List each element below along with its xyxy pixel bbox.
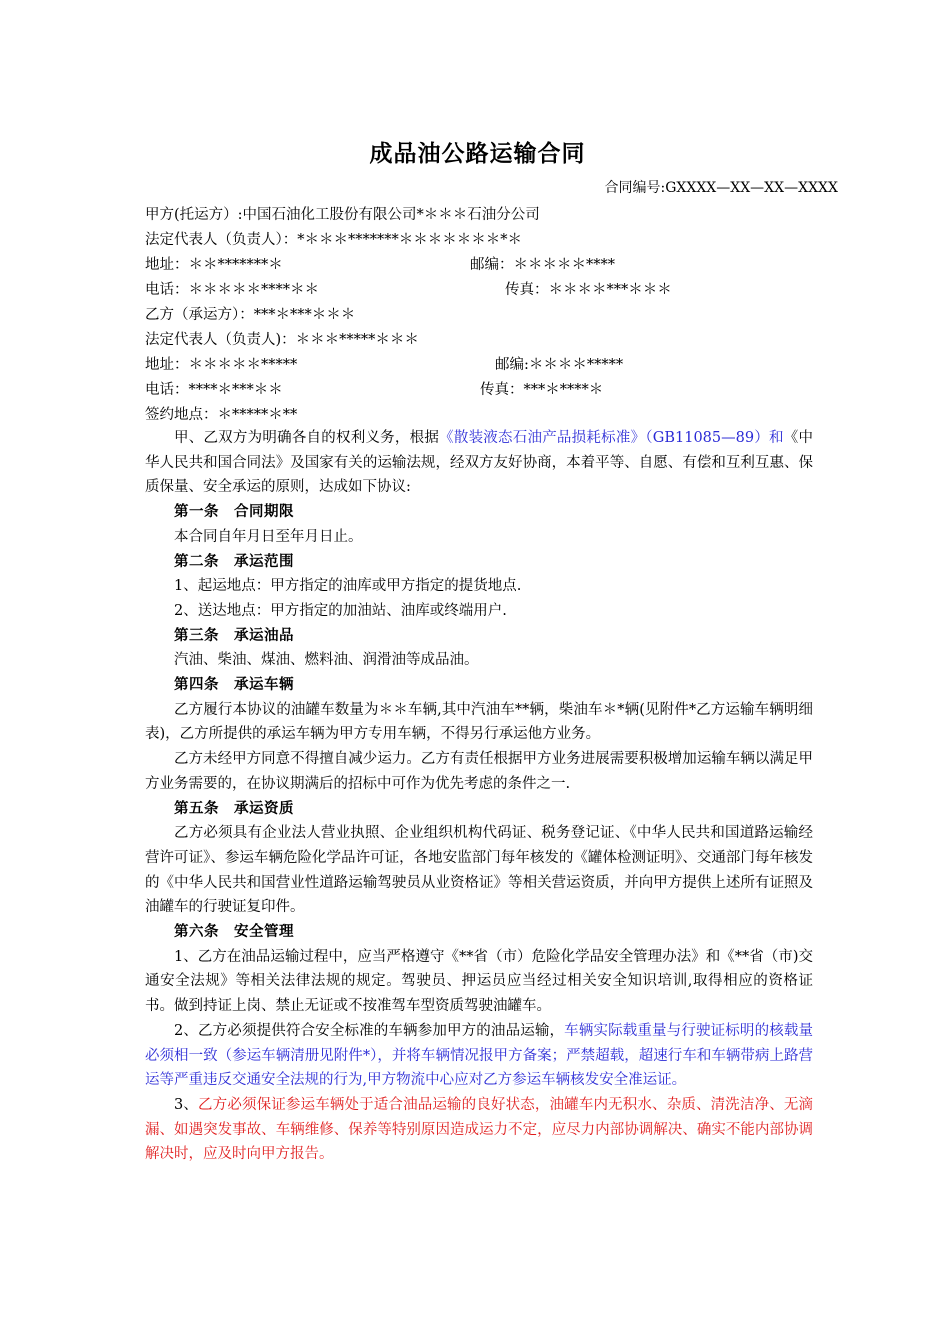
article-4-paragraph-1: 乙方履行本协议的油罐车数量为＊＊车辆,其中汽油车**辆，柴油车＊*辆(见附件*乙方运输车辆明细表)，乙方所提供的承运车辆为甲方专用车辆，不得另行承运他方业务。 — [145, 701, 813, 743]
intro-paragraph — [145, 426, 813, 500]
party-b-representative: 法定代表人（负责人)：＊＊＊*****＊＊＊ — [145, 332, 419, 348]
document-title: 成品油公路运输合同 — [369, 141, 586, 167]
article-2-item-2: 2、送达地点：甲方指定的加油站、油库或终端用户. — [174, 602, 507, 619]
article-6-title: 第六条 安全管理 — [174, 924, 294, 941]
contract-number: 合同编号:GXXXX—XX—XX—XXXX — [604, 180, 838, 196]
article-6-item-2 — [145, 1019, 813, 1093]
article-2-item-1: 1、起运地点：甲方指定的油库或甲方指定的提货地点. — [174, 578, 522, 595]
party-a-phone: 电话：＊＊＊＊＊****＊＊ — [145, 282, 319, 298]
article-5-title: 第五条 承运资质 — [174, 800, 294, 817]
intro-text-2: 《中华人民共和国合同法》及国家有关的运输法规，经双方友好协商，本着平等、自愿、有偿和互利互惠、保质保量、安全承运的原则，达成如下协议: — [145, 430, 814, 496]
article-3-text: 汽油、柴油、煤油、燃料油、润滑油等成品油。 — [174, 652, 479, 669]
party-a-address: 地址：＊＊*******＊ — [145, 257, 283, 273]
party-a-phone-row — [145, 278, 810, 299]
party-b-phone-row — [145, 378, 810, 399]
article-1-text: 本合同自年月日至年月日止。 — [174, 528, 363, 545]
article-6-item-1: 1、乙方在油品运输过程中，应当严格遵守《**省（市）危险化学品安全管理办法》和《**省（市)交通安全法规》等相关法律法规的规定。驾驶员、押运员应当经过相关安全知识培训,取得相应的资格证书。做到持证上岗、禁止无证或不按准驾车型资质驾驶油罐车。 — [145, 948, 813, 1015]
party-a-address-row — [145, 253, 810, 274]
party-b-address-row — [145, 353, 810, 374]
sign-place: 签约地点：＊*****＊** — [145, 407, 298, 423]
article-1-title: 第一条 合同期限 — [174, 504, 294, 521]
article-6-item-2-highlight: 车辆实际载重量与行驶证标明的核载量必须相一致（参运车辆清册见附件*），并将车辆情况报甲方备案；严禁超载，超速行车和车辆带病上路营运等严重违反交通安全法规的行为,甲方物流中心应对乙方参运车辆核发安全准运证。 — [145, 1022, 814, 1089]
article-5-text: 乙方必须具有企业法人营业执照、企业组织机构代码证、税务登记证、《中华人民共和国道路运输经营许可证》、参运车辆危险化学品许可证，各地安监部门每年核发的《罐体检测证明》、交通部门每年核发的《中华人民共和国营业性道路运输驾驶员从业资格证》等相关营运资质，并向甲方提供上述所有证照及油罐车的行驶证复印件。 — [145, 825, 813, 916]
article-3-title: 第三条 承运油品 — [174, 627, 294, 644]
party-b-fax: 传真：***＊****＊ — [480, 382, 604, 398]
article-2-title: 第二条 承运范围 — [174, 553, 294, 570]
article-6-item-3-number: 3、 — [174, 1096, 199, 1113]
party-a-representative: 法定代表人（负责人）：*＊＊＊*******＊＊＊＊＊＊＊*＊ — [145, 232, 522, 248]
party-a-postcode: 邮编：＊＊＊＊＊**** — [470, 257, 615, 273]
party-a-name: 甲方(托运方）:中国石油化工股份有限公司*＊＊＊石油分公司 — [145, 207, 540, 223]
party-b-address: 地址：＊＊＊＊＊***** — [145, 357, 298, 373]
party-b-postcode: 邮编:＊＊＊＊***** — [495, 357, 624, 373]
article-6-item-3 — [145, 1093, 813, 1167]
article-6-item-3-highlight: 乙方必须保证参运车辆处于适合油品运输的良好状态，油罐车内无积水、杂质、清洗洁净、无滴漏、如遇突发事故、车辆维修、保养等特别原因造成运力不定，应尽力内部协调解决、确实不能内部协调解决时，应及时向甲方报告。 — [145, 1096, 814, 1163]
contract-body — [145, 426, 813, 1167]
party-a-fax: 传真：＊＊＊＊***＊＊＊ — [505, 282, 672, 298]
article-6-item-2-text: 2、乙方必须提供符合安全标准的车辆参加甲方的油品运输， — [174, 1022, 565, 1039]
article-4-paragraph-2: 乙方未经甲方同意不得擅自减少运力。乙方有责任根据甲方业务进展需要积极增加运输车辆以满足甲方业务需要的，在协议期满后的招标中可作为优先考虑的条件之一. — [145, 751, 813, 792]
intro-standard-reference: 《散装液态石油产品损耗标准》（GB11085—89）和 — [439, 430, 784, 446]
party-b-name: 乙方（承运方）：***＊***＊＊＊ — [145, 307, 356, 323]
intro-text-1: 甲、乙双方为明确各自的权利义务，根据 — [174, 430, 440, 446]
article-4-title: 第四条 承运车辆 — [174, 677, 294, 694]
party-b-phone: 电话：****＊***＊＊ — [145, 382, 283, 398]
